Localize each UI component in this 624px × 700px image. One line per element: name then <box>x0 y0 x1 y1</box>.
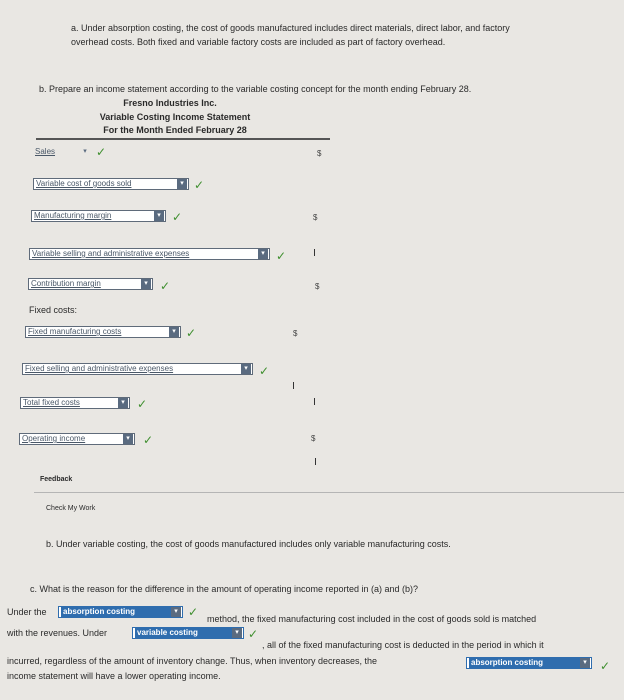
chevron-down-icon: ▾ <box>141 279 151 289</box>
checkmark-icon: ✓ <box>259 364 270 378</box>
chevron-down-icon: ▾ <box>580 658 590 668</box>
chevron-down-icon: ▾ <box>171 607 181 617</box>
variable-sga-label: Variable selling and administrative expenses <box>32 249 190 258</box>
operating-income-dropdown[interactable] <box>19 433 135 445</box>
variable-sga-dropdown[interactable] <box>29 248 270 260</box>
method-dropdown-1[interactable] <box>58 606 183 618</box>
checkmark-icon: ✓ <box>137 397 148 411</box>
checkmark-icon: ✓ <box>172 210 183 224</box>
part-b-prompt: b. Prepare an income statement according to the variable costing concept for the month ending February 28. <box>39 84 472 94</box>
fixed-sga-dropdown[interactable] <box>22 363 253 375</box>
feedback-label: Feedback <box>40 476 73 483</box>
currency-symbol: $ <box>293 329 298 338</box>
chevron-down-icon: ▾ <box>123 434 133 444</box>
answer-placeholder <box>314 249 315 256</box>
header-rule <box>36 138 330 140</box>
chevron-down-icon: ▾ <box>83 148 87 155</box>
contribution-margin-dropdown[interactable] <box>28 278 153 290</box>
currency-symbol: $ <box>315 282 320 291</box>
chevron-down-icon: ▾ <box>118 398 128 408</box>
variable-cogs-label: Variable cost of goods sold <box>36 179 132 188</box>
chevron-down-icon: ▾ <box>258 249 268 259</box>
chevron-down-icon: ▾ <box>241 364 251 374</box>
statement-title: Variable Costing Income Statement <box>99 112 251 122</box>
checkmark-icon: ✓ <box>194 178 205 192</box>
part-c-s2-post: , all of the fixed manufacturing cost is deducted in the period in which it <box>262 640 544 650</box>
checkmark-icon: ✓ <box>276 249 287 263</box>
method-dropdown-2[interactable] <box>132 627 244 639</box>
part-c-s2-pre: with the revenues. Under <box>7 628 108 638</box>
contribution-margin-label: Contribution margin <box>31 279 101 288</box>
checkmark-icon: ✓ <box>188 605 199 619</box>
checkmark-icon: ✓ <box>143 433 154 447</box>
variable-cogs-dropdown[interactable] <box>33 178 189 190</box>
fixed-sga-label: Fixed selling and administrative expenses <box>25 364 174 373</box>
currency-symbol: $ <box>313 213 318 222</box>
currency-symbol: $ <box>311 434 316 443</box>
check-my-work-label[interactable]: Check My Work <box>46 505 96 512</box>
method-dropdown-3-value: absorption costing <box>469 657 580 669</box>
answer-placeholder <box>293 382 294 389</box>
sales-dropdown[interactable] <box>33 146 91 158</box>
sales-label: Sales <box>35 147 56 156</box>
fixed-manufacturing-dropdown[interactable] <box>25 326 181 338</box>
chevron-down-icon: ▾ <box>232 628 242 638</box>
method-dropdown-1-value: absorption costing <box>61 606 171 618</box>
checkmark-icon: ✓ <box>96 145 107 159</box>
checkmark-icon: ✓ <box>186 326 197 340</box>
method-dropdown-3[interactable] <box>466 657 592 669</box>
answer-placeholder <box>315 458 316 465</box>
manufacturing-margin-dropdown[interactable] <box>31 210 166 222</box>
part-c-s1-post: method, the fixed manufacturing cost included in the cost of goods sold is matched <box>207 614 537 624</box>
part-c-question: c. What is the reason for the difference in the amount of operating income reported in (a) and (b)? <box>30 584 419 594</box>
feedback-explanation: b. Under variable costing, the cost of goods manufactured includes only variable manufacturing costs. <box>46 539 451 549</box>
checkmark-icon: ✓ <box>248 627 259 641</box>
fixed-manufacturing-label: Fixed manufacturing costs <box>28 327 122 336</box>
company-name: Fresno Industries Inc. <box>123 98 217 108</box>
chevron-down-icon: ▾ <box>154 211 164 221</box>
fixed-costs-heading: Fixed costs: <box>29 305 78 315</box>
operating-income-label: Operating income <box>22 434 86 443</box>
feedback-divider <box>34 492 624 493</box>
method-dropdown-2-value: variable costing <box>135 627 232 639</box>
part-c-s1-pre: Under the <box>7 607 47 617</box>
checkmark-icon: ✓ <box>600 659 611 673</box>
part-c-s3-pre: incurred, regardless of the amount of inventory change. Thus, when inventory decreases, the <box>7 656 378 666</box>
chevron-down-icon: ▾ <box>177 179 187 189</box>
part-c-s4: income statement will have a lower operating income. <box>7 671 221 681</box>
total-fixed-costs-label: Total fixed costs <box>23 398 80 407</box>
manufacturing-margin-label: Manufacturing margin <box>34 211 112 220</box>
part-a-text-line1: a. Under absorption costing, the cost of goods manufactured includes direct materials, direct labor, and factory <box>71 23 510 33</box>
checkmark-icon: ✓ <box>160 279 171 293</box>
total-fixed-costs-dropdown[interactable] <box>20 397 130 409</box>
statement-period: For the Month Ended February 28 <box>103 125 247 135</box>
chevron-down-icon: ▾ <box>169 327 179 337</box>
part-a-text-line2: overhead costs. Both fixed and variable factory costs are included as part of factory overhead. <box>71 37 446 47</box>
answer-placeholder <box>314 398 315 405</box>
currency-symbol: $ <box>317 149 322 158</box>
